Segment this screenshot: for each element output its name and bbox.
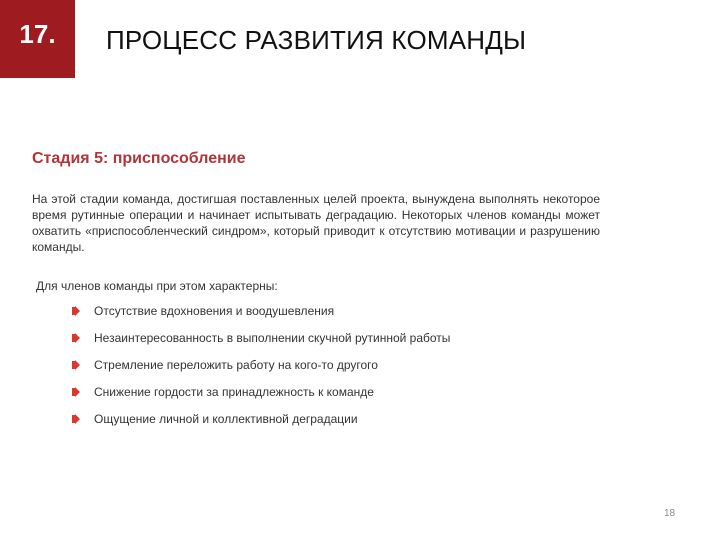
slide-number-box <box>0 0 75 78</box>
red-arrow-bullet-icon <box>72 360 80 370</box>
list-item <box>72 356 450 374</box>
characteristics-list <box>72 302 450 437</box>
list-item-text: Незаинтересованность в выполнении скучной рутинной работы <box>94 331 451 345</box>
red-arrow-bullet-icon <box>72 333 80 343</box>
list-item <box>72 329 450 347</box>
list-item <box>72 302 450 320</box>
bullets-intro: Для членов команды при этом характерны: <box>36 279 278 293</box>
list-item-text: Стремление переложить работу на кого-то другого <box>94 358 378 372</box>
list-item-text: Ощущение личной и коллективной деградации <box>94 412 358 426</box>
page-number: 18 <box>664 508 676 519</box>
list-item-text: Отсутствие вдохновения и воодушевления <box>94 304 335 318</box>
red-arrow-bullet-icon <box>72 414 80 424</box>
slide-number: 17. <box>19 18 56 49</box>
list-item <box>72 410 450 428</box>
stage-description: На этой стадии команда, достигшая поставленных целей проекта, вынуждена выполнять некоторое время рутинные операции и начинает испытывать деградацию. Некоторых членов команды может охватить «приспособленческий синдром», который приводит к отсутствию мотивации и разрушению команды. <box>32 192 600 254</box>
list-item-text: Снижение гордости за принадлежность к команде <box>94 385 374 399</box>
red-arrow-bullet-icon <box>72 387 80 397</box>
list-item <box>72 383 450 401</box>
stage-heading: Стадия 5: приспособление <box>32 150 246 167</box>
slide-title: ПРОЦЕСС РАЗВИТИЯ КОМАНДЫ <box>106 25 527 55</box>
red-arrow-bullet-icon <box>72 306 80 316</box>
